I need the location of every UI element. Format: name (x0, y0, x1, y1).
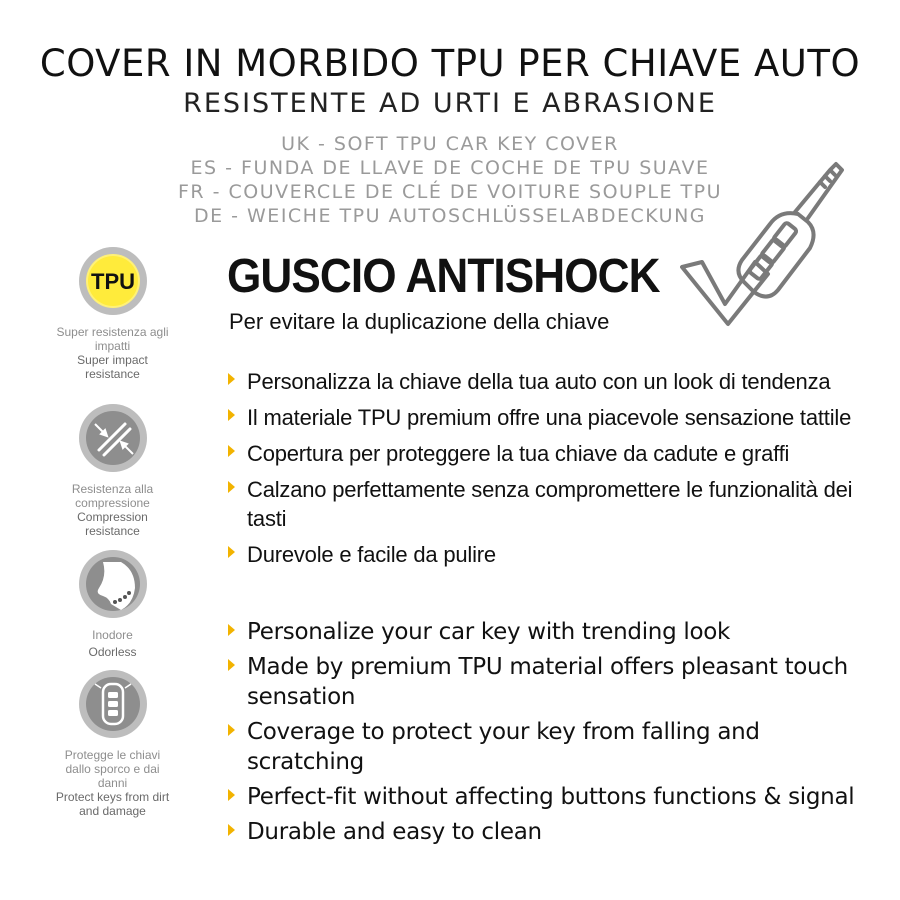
feature-compression-it: Resistenza alla compressione (71, 482, 154, 510)
bullet-arrow-icon (228, 373, 235, 385)
compression-icon (77, 402, 149, 474)
bullet-arrow-icon (228, 409, 235, 421)
feature-protect-en: Protect keys from dirt and damage (55, 790, 170, 818)
bullet-arrow-icon (228, 659, 235, 671)
feature-protect (55, 668, 170, 818)
bullet-arrow-icon (228, 624, 235, 636)
list-item: Durevole e facile da pulire (228, 540, 878, 569)
bullet-arrow-icon (228, 789, 235, 801)
bullet-arrow-icon (228, 724, 235, 736)
odorless-nose-icon (77, 548, 149, 620)
bullets-english (228, 617, 878, 852)
bullets-italian (228, 367, 878, 576)
list-item: Personalize your car key with trending look (228, 617, 878, 647)
list-item: Personalizza la chiave della tua auto con un look di tendenza (228, 367, 878, 396)
feature-protect-it: Protegge le chiavi dallo sporco e dai danni (64, 748, 161, 790)
product-title: COVER IN MORBIDO TPU PER CHIAVE AUTO (39, 42, 861, 85)
feature-odorless-it: Inodore (92, 628, 133, 642)
car-key-check-icon (680, 152, 860, 332)
translation-es: ES - FUNDA DE LLAVE DE COCHE DE TPU SUAVE (190, 157, 710, 179)
list-item: Calzano perfettamente senza compromettere le funzionalità dei tasti (228, 475, 878, 533)
list-item: Perfect-fit without affecting buttons functions & signal (228, 782, 878, 812)
feature-compression-en: Compression resistance (77, 510, 148, 538)
feature-impact (55, 245, 170, 381)
list-item: Copertura per proteggere la tua chiave da cadute e graffi (228, 439, 878, 468)
product-subtitle: RESISTENTE AD URTI E ABRASIONE (183, 88, 717, 119)
tpu-badge-icon (77, 245, 149, 317)
list-item: Made by premium TPU material offers pleasant touch sensation (228, 652, 878, 712)
feature-impact-it: Super resistenza agli impatti (56, 325, 169, 353)
list-item: Il materiale TPU premium offre una piacevole sensazione tattile (228, 403, 878, 432)
main-subtitle: Per evitare la duplicazione della chiave (229, 309, 610, 334)
bullet-arrow-icon (228, 445, 235, 457)
bullet-arrow-icon (228, 481, 235, 493)
feature-odorless-en: Odorless (88, 645, 137, 659)
tpu-badge-label: TPU (90, 269, 135, 294)
list-item: Coverage to protect your key from falling and scratching (228, 717, 878, 777)
feature-impact-en: Super impact resistance (77, 353, 148, 381)
list-item: Durable and easy to clean (228, 817, 878, 847)
translation-de: DE - WEICHE TPU AUTOSCHLÜSSELABDECKUNG (193, 205, 707, 227)
feature-odorless (55, 548, 170, 659)
key-fob-protect-icon (77, 668, 149, 740)
main-title: GUSCIO ANTISHOCK (227, 250, 660, 303)
bullet-arrow-icon (228, 546, 235, 558)
translation-fr: FR - COUVERCLE DE CLÉ DE VOITURE SOUPLE TPU (177, 181, 723, 203)
bullet-arrow-icon (228, 824, 235, 836)
feature-compression (55, 402, 170, 538)
translation-uk: UK - SOFT TPU CAR KEY COVER (281, 133, 619, 155)
